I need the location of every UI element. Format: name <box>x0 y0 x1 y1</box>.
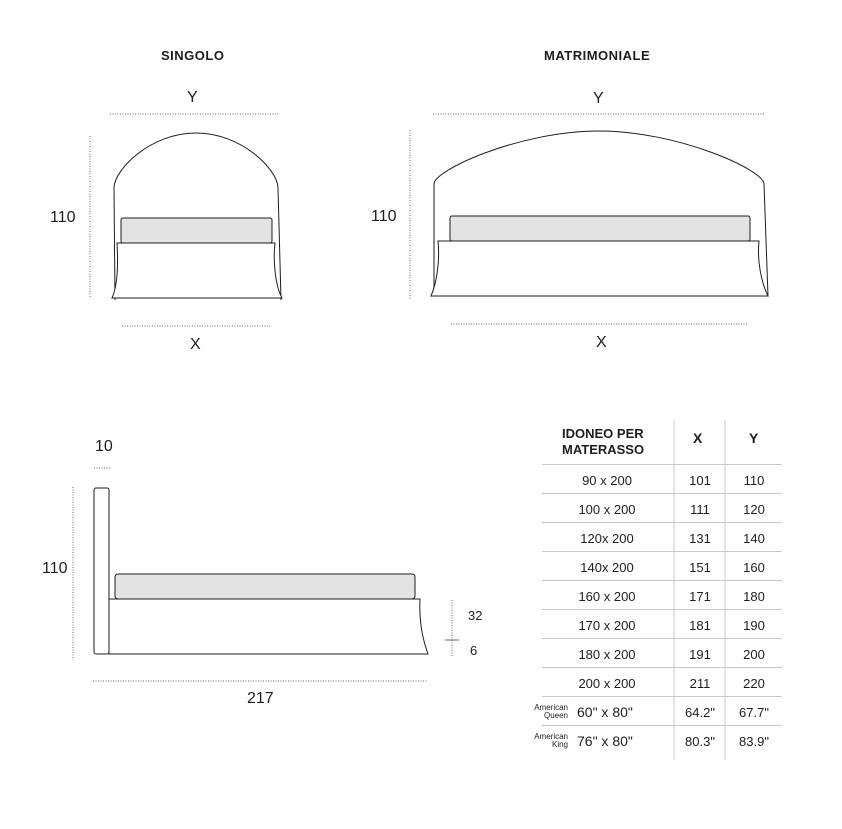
table-row-divider <box>542 464 782 465</box>
row-mattress-size: 170 x 200 <box>578 618 636 633</box>
singolo-height-label: 110 <box>50 209 76 226</box>
table-row <box>520 669 782 698</box>
row-x-value: 151 <box>689 560 711 575</box>
row-mattress-size: 160 x 200 <box>578 589 636 604</box>
matrimoniale-y-label: Y <box>593 90 604 107</box>
matrimoniale-title: MATRIMONIALE <box>544 48 651 63</box>
table-row-divider <box>542 493 782 494</box>
table-row-divider <box>542 667 782 668</box>
row-y-value: 120 <box>743 502 765 517</box>
table-row-divider <box>542 580 782 581</box>
row-y-value: 220 <box>743 676 765 691</box>
side-view-drawing <box>73 468 459 681</box>
table-row-divider <box>542 551 782 552</box>
row-x-value: 171 <box>689 589 711 604</box>
row-prefix: American Queen <box>534 703 568 720</box>
matrimoniale-x-label: X <box>596 334 607 351</box>
side-height-label: 110 <box>42 560 68 577</box>
row-y-value: 160 <box>743 560 765 575</box>
side-mattress <box>115 574 415 599</box>
table-row <box>520 611 782 640</box>
row-x-value: 111 <box>690 502 710 517</box>
header-y: Y <box>749 430 759 446</box>
row-prefix: American King <box>534 732 568 749</box>
table-header <box>520 418 782 464</box>
side-length-label: 217 <box>247 690 274 707</box>
table-row <box>520 524 782 553</box>
header-mattress: IDONEO PER MATERASSO <box>562 426 645 457</box>
matrimoniale-front-drawing <box>410 114 768 324</box>
row-x-value: 181 <box>689 618 711 633</box>
singolo-y-label: Y <box>187 89 198 106</box>
row-mattress-size: 76" x 80" <box>577 733 633 749</box>
table-row-divider <box>542 638 782 639</box>
side-base-label: 32 <box>468 608 483 623</box>
row-mattress-size: 180 x 200 <box>578 647 636 662</box>
row-mattress-size: 140x 200 <box>580 560 634 575</box>
row-y-value: 67.7" <box>739 705 769 720</box>
row-x-value: 191 <box>689 647 711 662</box>
side-foot-label: 6 <box>470 643 478 658</box>
header-x: X <box>693 430 703 446</box>
table-row <box>520 553 782 582</box>
table-row <box>520 466 782 495</box>
table-row <box>520 582 782 611</box>
row-y-value: 83.9" <box>739 734 769 749</box>
row-mattress-size: 90 x 200 <box>582 473 632 488</box>
table-row-divider <box>542 609 782 610</box>
row-x-value: 131 <box>689 531 711 546</box>
row-y-value: 200 <box>743 647 765 662</box>
row-x-value: 64.2" <box>685 705 715 720</box>
table-row <box>520 640 782 669</box>
matrimoniale-height-label: 110 <box>371 208 397 225</box>
row-mattress-size: 100 x 200 <box>578 502 636 517</box>
row-y-value: 190 <box>743 618 765 633</box>
side-headboard <box>94 488 109 654</box>
table-row <box>520 495 782 524</box>
row-y-value: 110 <box>743 473 765 488</box>
matrimoniale-base <box>431 241 768 296</box>
row-y-value: 180 <box>743 589 765 604</box>
side-base <box>109 599 428 654</box>
row-x-value: 211 <box>689 676 711 691</box>
side-headboard-label: 10 <box>95 438 113 455</box>
matrimoniale-mattress <box>450 216 750 241</box>
singolo-mattress <box>121 218 272 243</box>
row-x-value: 80.3" <box>685 734 715 749</box>
row-x-value: 101 <box>689 473 711 488</box>
row-mattress-size: 200 x 200 <box>578 676 636 691</box>
table-row-divider <box>542 696 782 697</box>
table-row-divider <box>542 522 782 523</box>
singolo-base <box>112 243 282 298</box>
table-row-divider <box>542 725 782 726</box>
singolo-front-drawing <box>90 114 282 326</box>
row-mattress-size: 60" x 80" <box>577 704 633 720</box>
singolo-x-label: X <box>190 336 201 353</box>
row-y-value: 140 <box>743 531 765 546</box>
table-row <box>520 698 782 727</box>
singolo-title: SINGOLO <box>161 48 225 63</box>
table-row <box>520 727 782 756</box>
row-mattress-size: 120x 200 <box>580 531 634 546</box>
